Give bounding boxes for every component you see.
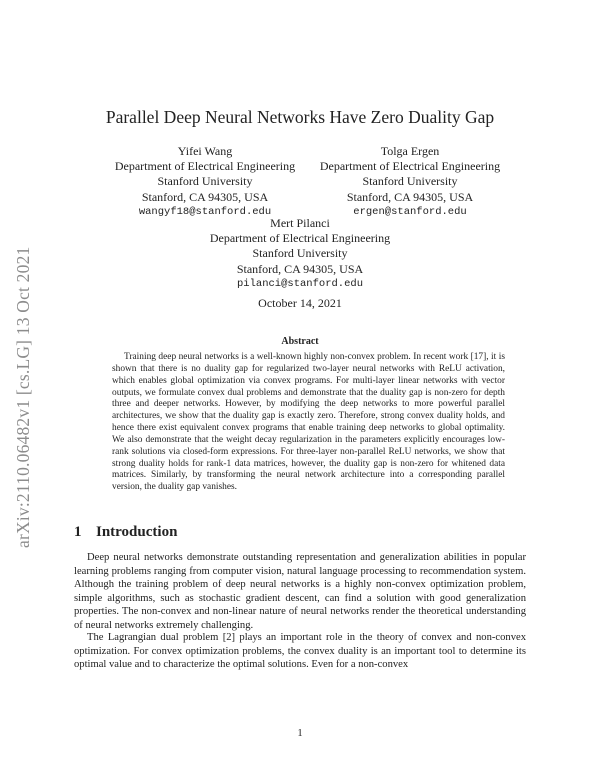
author-address: Stanford, CA 94305, USA — [346, 189, 474, 204]
abstract-text: Training deep neural networks is a well-known highly non-convex problem. In recent work [17], it is shown that there is no duality gap for regularized two-layer neural networks with ReLU activation, which enables global optimization via convex programs. For multi-layer linear networks with vector outputs, we formulate convex dual problems and demonstrate that the duality gap is non-zero for depth three and deeper networks. However, by modifying the deep networks to more powerful parallel architectures, we show that the duality gap is exactly zero. Therefore, strong convex duality holds, and hence there exist equivalent convex programs that enable training deep networks to global optimality. We also demonstrate that the weight decay regularization in the parameters explicitly encourages low-rank solutions via closed-form expressions. For three-layer non-parallel ReLU networks, we show that strong duality holds for rank-1 data matrices, however, the duality gap is non-zero for whitened data matrices. Similarly, by transforming the neural network architecture into a corresponding parallel version, the duality gap vanishes. — [112, 352, 505, 493]
section-heading — [74, 524, 177, 541]
author-university: Stanford University — [362, 174, 458, 189]
author-address: Stanford, CA 94305, USA — [141, 189, 269, 204]
author-email: ergen@stanford.edu — [353, 205, 467, 218]
author-department: Department of Electrical Engineering — [114, 159, 296, 174]
paper-date: October 14, 2021 — [258, 296, 342, 310]
body-paragraph: The Lagrangian dual problem [2] plays an important role in the theory of convex and non-convex optimization. For convex optimization problems, the convex duality is an important tool to determine its optimal value and to characterize the optimal solutions. Even for a non-convex — [74, 632, 526, 671]
author-name: Yifei Wang — [177, 144, 233, 158]
abstract-heading: Abstract — [281, 336, 319, 347]
author-department: Department of Electrical Engineering — [209, 231, 391, 246]
author-university: Stanford University — [252, 246, 348, 261]
author-email: pilanci@stanford.edu — [236, 277, 364, 290]
author-email: wangyf18@stanford.edu — [138, 205, 272, 218]
author-name: Tolga Ergen — [380, 144, 440, 158]
body-paragraph: Deep neural networks demonstrate outstanding representation and generalization abilities in popular learning problems ranging from computer vision, natural language processing to recommendation system. Although the training problem of deep neural networks is a highly non-convex optimization problem, simple algorithms, such as stochastic gradient descent, can find a solution with good generalization properties. The non-convex and non-linear nature of neural networks render the theoretical understanding of neural networks extremely challenging. — [74, 552, 526, 631]
author-block-3 — [190, 216, 410, 292]
arxiv-stamp-text: arXiv:2110.06482v1 [cs.LG] 13 Oct 2021 — [13, 246, 33, 548]
arxiv-stamp — [6, 210, 40, 550]
author-name: Mert Pilanci — [270, 216, 330, 230]
paper-title: Parallel Deep Neural Networks Have Zero Duality Gap — [105, 107, 495, 127]
author-address: Stanford, CA 94305, USA — [236, 261, 364, 276]
page-number: 1 — [297, 728, 303, 739]
author-university: Stanford University — [157, 174, 253, 189]
section-title: Introduction — [96, 524, 178, 540]
author-department: Department of Electrical Engineering — [319, 159, 501, 174]
section-number: 1 — [74, 524, 82, 540]
author-block-1 — [95, 144, 315, 220]
author-block-2 — [300, 144, 520, 220]
